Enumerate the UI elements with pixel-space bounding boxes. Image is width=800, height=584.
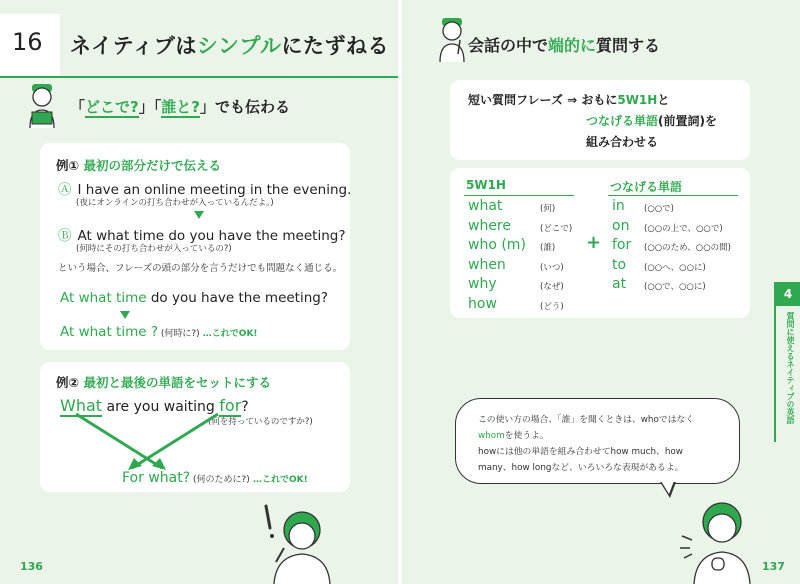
prep-word: at <box>612 276 627 292</box>
arrow-down-icon <box>120 311 130 319</box>
heading-part: 会話の中で <box>468 36 549 55</box>
wh-word: how <box>468 295 497 312</box>
result-highlight: For what? <box>122 470 191 486</box>
wh-gloss: (いつ) <box>540 262 564 273</box>
result-translation: (何のために?) <box>190 475 250 485</box>
last-word: for <box>219 396 242 415</box>
mark-a: Ⓐ <box>58 182 72 198</box>
prep-word: for <box>612 237 632 253</box>
wh-gloss: (何) <box>540 204 556 214</box>
title-part: にたずねる <box>281 34 390 58</box>
page-number-right: 137 <box>762 560 785 573</box>
ok-note: …これでOK! <box>199 329 258 339</box>
subhead-highlight: どこで? <box>85 98 139 116</box>
wh-column-head: 5W1H <box>466 178 506 192</box>
page-title <box>70 30 389 60</box>
example-2-title <box>56 373 271 391</box>
sentence-b-text: At what time do you have the meeting? <box>77 228 346 244</box>
full-question-highlight: At what time <box>60 290 147 306</box>
bubble-highlight: whom <box>478 431 505 441</box>
bubble-line-2 <box>478 428 549 441</box>
wh-word: why <box>468 276 497 292</box>
title-part: ネイティブは <box>70 34 197 58</box>
title-highlight: シンプル <box>196 34 282 58</box>
formula-line-1 <box>468 91 669 108</box>
sentence-end: ? <box>241 399 249 415</box>
arrow-down-icon <box>194 211 204 219</box>
subhead-part: 「 <box>70 98 86 116</box>
bubble-text: を使うよ。 <box>504 431 549 441</box>
example-label: 例① <box>56 158 80 173</box>
formula-text: (前置詞)を <box>658 114 717 128</box>
wh-word: where <box>468 217 511 234</box>
prep-gloss: (○○で) <box>644 204 674 214</box>
mark-b: Ⓑ <box>58 228 72 244</box>
wh-word: what <box>468 198 503 214</box>
example-1-note: という場合、フレーズの頭の部分を言うだけでも問題なく通じる。 <box>58 263 343 274</box>
sentence-b-translation: (何時にその打ち合わせが入っているの?) <box>76 244 232 254</box>
prep-gloss: (○○の上で、○○で) <box>644 223 723 234</box>
wh-gloss: (どこで) <box>540 223 573 234</box>
subhead-highlight: 誰と? <box>161 98 200 116</box>
wh-word: who (m) <box>468 237 526 253</box>
wh-word: when <box>468 256 506 273</box>
formula-highlight: 5W1H <box>617 93 658 107</box>
thinking-person-icon <box>436 16 468 64</box>
ok-note: …これでOK! <box>249 475 308 485</box>
formula-line-2 <box>586 112 717 129</box>
subhead-part: 」でも伝わる <box>199 98 290 116</box>
example-1-title <box>56 156 221 174</box>
sentence-a-text: I have an online meeting in the evening. <box>77 182 352 198</box>
sub-heading <box>70 96 290 117</box>
prep-gloss: (○○のため、○○の間) <box>644 243 731 253</box>
example-label: 例② <box>56 375 80 390</box>
page-number-left: 136 <box>20 560 43 573</box>
person-exclaim-illustration <box>244 500 334 584</box>
example-title-text: 最初と最後の単語をセットにする <box>83 375 271 390</box>
prep-gloss: (○○で、○○に) <box>644 282 706 292</box>
wh-gloss: (どう) <box>540 301 564 312</box>
section-number: 16 <box>12 28 43 56</box>
speech-bubble-tail-fill <box>661 481 674 494</box>
formula-text: と <box>657 93 670 107</box>
prep-word: on <box>612 217 630 234</box>
heading-highlight: 端的に <box>548 36 597 55</box>
formula-highlight: つなげる単語 <box>586 114 659 128</box>
surprised-person-illustration <box>676 496 766 584</box>
title-underline <box>0 76 398 78</box>
prep-word: to <box>612 256 627 273</box>
first-word: What <box>60 396 103 415</box>
wh-gloss: (誰) <box>540 243 556 253</box>
chapter-title: 質問に使えるネイティブの英語 <box>786 312 795 424</box>
bubble-line-4: many、how longなど、いろいろな表現があるよ。 <box>478 463 684 473</box>
cross-arrows <box>70 412 230 472</box>
heading-part: 質問する <box>596 36 661 55</box>
plus-sign: + <box>586 232 602 253</box>
subhead-part: 」「 <box>138 98 162 116</box>
wh-column-rule <box>464 195 574 196</box>
sentence-a-translation: (夜にオンラインの打ち合わせが入っているんだよ。) <box>76 198 274 208</box>
bubble-line-1: この使い方の場合、「誰」を聞くときは、whoではなく <box>478 415 695 425</box>
wh-gloss: (なぜ) <box>540 282 564 292</box>
chapter-number: 4 <box>776 282 800 306</box>
example-title-text: 最初の部分だけで伝える <box>83 158 221 173</box>
reading-person-icon <box>24 82 60 130</box>
right-heading <box>468 33 660 56</box>
example-2-translation: (何を持っているのですか?) <box>208 417 313 427</box>
short-question-highlight: At what time ? <box>60 324 158 340</box>
formula-text: 短い質問フレーズ ⇒ おもに <box>468 93 618 107</box>
prep-word: in <box>612 198 625 214</box>
sentence-b <box>58 224 346 244</box>
bubble-line-3: howには他の単語を組み合わせてhow much、how <box>478 447 683 457</box>
sentence-a <box>58 178 351 198</box>
short-question-translation: (何時に?) <box>158 329 200 339</box>
prep-gloss: (○○へ、○○に) <box>644 262 706 273</box>
chapter-rule <box>774 282 776 442</box>
prep-column-rule <box>608 195 738 196</box>
full-question-rest: do you have the meeting? <box>146 290 329 306</box>
formula-line-3: 組み合わせる <box>586 135 659 149</box>
full-question <box>60 290 328 306</box>
result-question <box>122 470 308 486</box>
prep-column-head: つなげる単語 <box>610 180 683 194</box>
short-question <box>60 324 258 340</box>
sentence-middle: are you waiting <box>102 399 220 415</box>
